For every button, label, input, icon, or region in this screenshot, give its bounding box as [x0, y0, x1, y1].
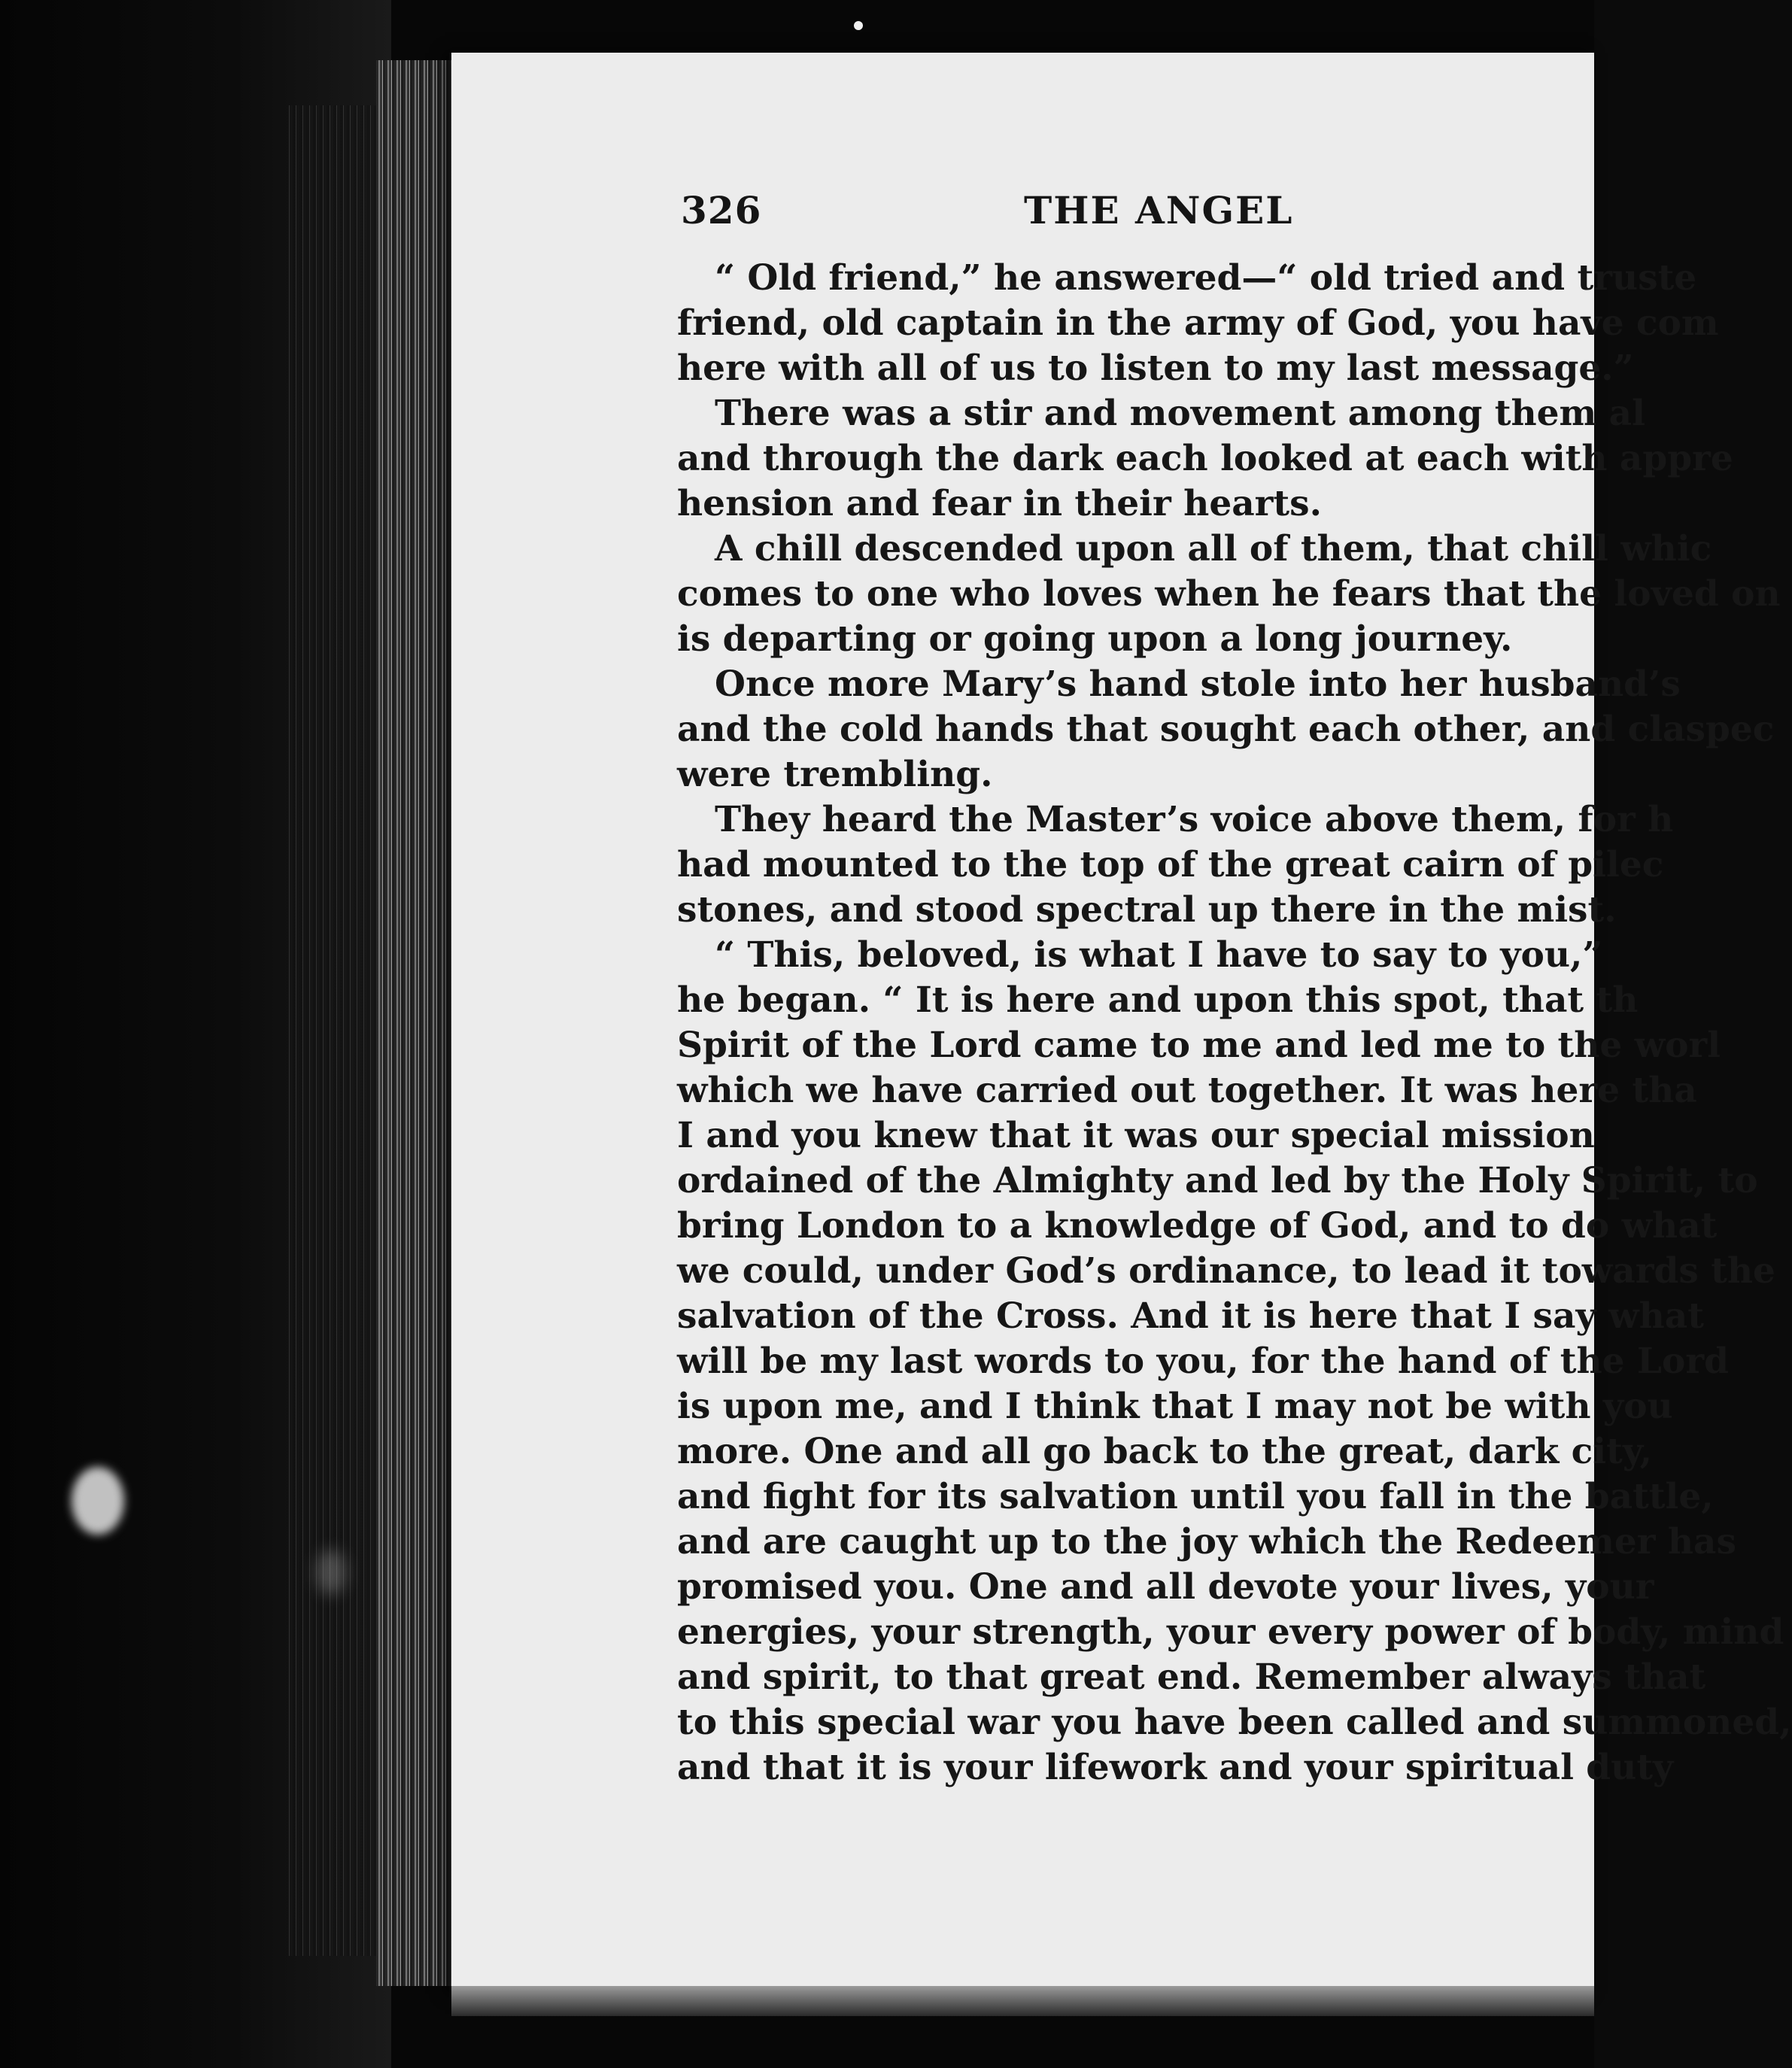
page-bottom-edge [451, 1986, 1594, 2016]
text-line: which we have carried out together. It was here tha [677, 1070, 1697, 1111]
text-line: bring London to a knowledge of God, and to do what [677, 1205, 1718, 1247]
text-line: energies, your strength, your every power of body, mind [677, 1611, 1784, 1653]
paragraph-first-line: There was a stir and movement among them al [715, 393, 1645, 434]
text-line: is departing or going upon a long journey. [677, 618, 1513, 660]
text-line: more. One and all go back to the great, dark city, [677, 1431, 1653, 1472]
text-line: I and you knew that it was our special mission [677, 1115, 1595, 1156]
paragraph-first-line: They heard the Master’s voice above them, for h [715, 799, 1674, 840]
text-line: to this special war you have been called and summoned, [677, 1702, 1792, 1743]
scan-speck [854, 21, 863, 30]
paragraph-first-line: “ Old friend,” he answered—“ old tried and truste [715, 257, 1697, 299]
text-line: and through the dark each looked at each with appre [677, 438, 1733, 479]
text-line: and spirit, to that great end. Remember always that [677, 1657, 1706, 1698]
scan-speck [316, 1550, 346, 1595]
text-line: and fight for its salvation until you fall in the battle, [677, 1476, 1714, 1517]
page-header [681, 188, 1659, 248]
text-line: here with all of us to listen to my last message.” [677, 348, 1634, 389]
text-line: Spirit of the Lord came to me and led me to the worl [677, 1025, 1721, 1066]
scan-speck [71, 1467, 124, 1535]
paragraph-first-line: Once more Mary’s hand stole into her husband’s [715, 664, 1681, 705]
text-line: will be my last words to you, for the hand of the Lord [677, 1341, 1729, 1382]
page-stack-edges-outer [286, 105, 384, 1956]
paragraph-first-line: A chill descended upon all of them, that chill whic [715, 528, 1712, 569]
text-line: comes to one who loves when he fears that the loved on [677, 573, 1781, 615]
text-line: were trembling. [677, 754, 993, 795]
text-line: friend, old captain in the army of God, you have com [677, 302, 1719, 344]
text-line: ordained of the Almighty and led by the Holy Spirit, to [677, 1160, 1758, 1201]
text-line: hension and fear in their hearts. [677, 483, 1322, 524]
text-line: and are caught up to the joy which the Redeemer has [677, 1521, 1736, 1562]
book-page [451, 53, 1792, 1994]
page-number: 326 [681, 188, 762, 232]
text-line: salvation of the Cross. And it is here that I say what [677, 1295, 1704, 1337]
text-line: he began. “ It is here and upon this spot, that th [677, 979, 1639, 1021]
paragraph-first-line: “ This, beloved, is what I have to say to you,” [715, 934, 1603, 976]
text-line: is upon me, and I think that I may not be with you [677, 1386, 1673, 1427]
text-line: we could, under God’s ordinance, to lead it towards the [677, 1250, 1775, 1292]
text-line: and the cold hands that sought each other, and claspec [677, 709, 1775, 750]
text-line: and that it is your lifework and your spiritual duty [677, 1747, 1674, 1788]
text-line: had mounted to the top of the great cairn of pilec [677, 844, 1664, 885]
text-line: stones, and stood spectral up there in the mist. [677, 889, 1617, 931]
text-line: promised you. One and all devote your lives, your [677, 1566, 1654, 1608]
running-head: THE ANGEL [1024, 188, 1294, 232]
body-text [677, 256, 1792, 1790]
page-stack-edges [376, 60, 459, 1986]
